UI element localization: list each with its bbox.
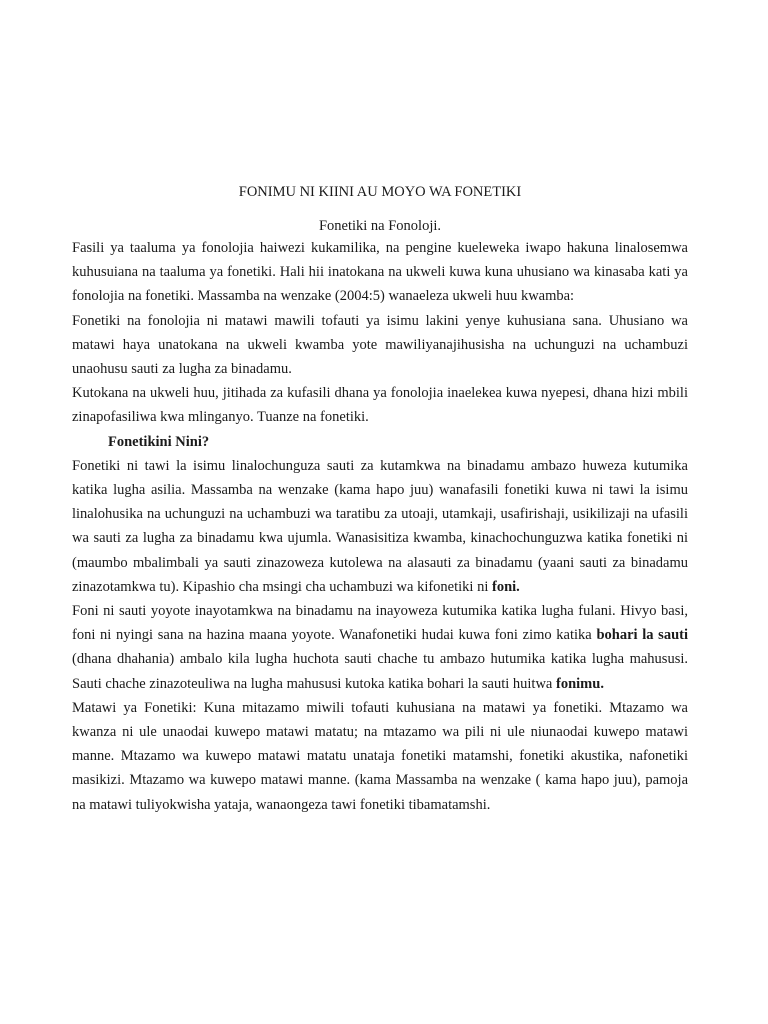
paragraph-5-bold-1: bohari la sauti xyxy=(596,627,688,644)
paragraph-4-bold: foni. xyxy=(491,578,520,595)
document-title: FONIMU NI KIINI AU MOYO WA FONETIKI xyxy=(238,184,522,200)
paragraph-4-text: Fonetiki ni tawi la isimu linalochunguza sauti za kutamkwa na binadamu ambazo huweza kutumika katika lugha asilia. Massamba na wenzake (kama hapo juu) wanafasili fonetiki kuwa ni tawi la isimu linalohusika na uchunguzi na uchambuzi wa taratibu za utoaji, utamkaji, usafirishaji, usikilizaji na ufasili wa sauti za lugha za binadamu kwa ujumla. Wanasisitiza kwamba, kinachochunguzwa katika fonetiki ni (maumbo mbalimbali ya sauti zinazoweza kutolewa na alasauti za binadamu (yaani sauti za binadamu zinazotamkwa tu). Kipashio cha msingi cha uchambuzi wa kifonetiki ni xyxy=(72,457,688,595)
paragraph-5-text-a: Foni ni sauti yoyote inayotamkwa na binadamu na inayoweza kutumika katika lugha fulani. Hivyo basi, foni ni nyingi sana na hazina maana yoyote. Wanafonetiki hudai kuwa foni zimo katika xyxy=(72,603,688,644)
section-heading: Fonetikini Nini? xyxy=(108,433,210,450)
paragraph-4 xyxy=(72,454,688,599)
paragraph-3: Kutokana na ukweli huu, jitihada za kufasili dhana ya fonolojia inaelekea kuwa nyepesi, dhana hizi mbili zinapofasiliwa kwa mlinganyo. Tuanze na fonetiki. xyxy=(72,385,688,426)
paragraph-5-bold-2: fonimu. xyxy=(556,675,604,692)
paragraph-6: Matawi ya Fonetiki: Kuna mitazamo miwili tofauti kuhusiana na matawi ya fonetiki. Mtazamo wa kwanza ni ule unaodai kuwepo matawi matatu; na mtazamo wa pili ni ule niunaodai kuwepo matawi manne. Mtazamo wa kuwepo matawi matatu unataja fonetiki matamshi, fonetiki akustika, nafonetiki masikizi. Mtazamo wa kuwepo matawi manne. (kama Massamba na wenzake ( kama hapo juu), pamoja na matawi tuliyokwisha yataja, wanaongeza tawi fonetiki tibamatamshi. xyxy=(72,699,688,813)
paragraph-5 xyxy=(72,599,688,696)
paragraph-2: Fonetiki na fonolojia ni matawi mawili tofauti ya isimu lakini yenye kuhusiana sana. Uhusiano wa matawi haya unatokana na ukweli kwamba yote mawiliyanajihusisha na uchunguzi na uchambuzi unaohusu sauti za lugha za binadamu. xyxy=(72,312,688,378)
paragraph-5-text-b: (dhana dhahania) ambalo kila lugha huchota sauti chache tu ambazo hutumika katika lugha mahususi. Sauti chache zinazoteuliwa na lugha mahususi kutoka katika bohari la sauti huitwa xyxy=(72,651,688,692)
document-page xyxy=(72,182,688,817)
document-subtitle: Fonetiki na Fonoloji. xyxy=(318,218,442,234)
paragraph-1: Fasili ya taaluma ya fonolojia haiwezi kukamilika, na pengine kueleweka iwapo hakuna linalosemwa kuhusuiana na taaluma ya fonetiki. Hali hii inatokana na ukweli kuwa kuna uhusiano wa kinasaba kati ya fonolojia na fonetiki. Massamba na wenzake (2004:5) wanaeleza ukweli huu kwamba: xyxy=(72,240,688,305)
